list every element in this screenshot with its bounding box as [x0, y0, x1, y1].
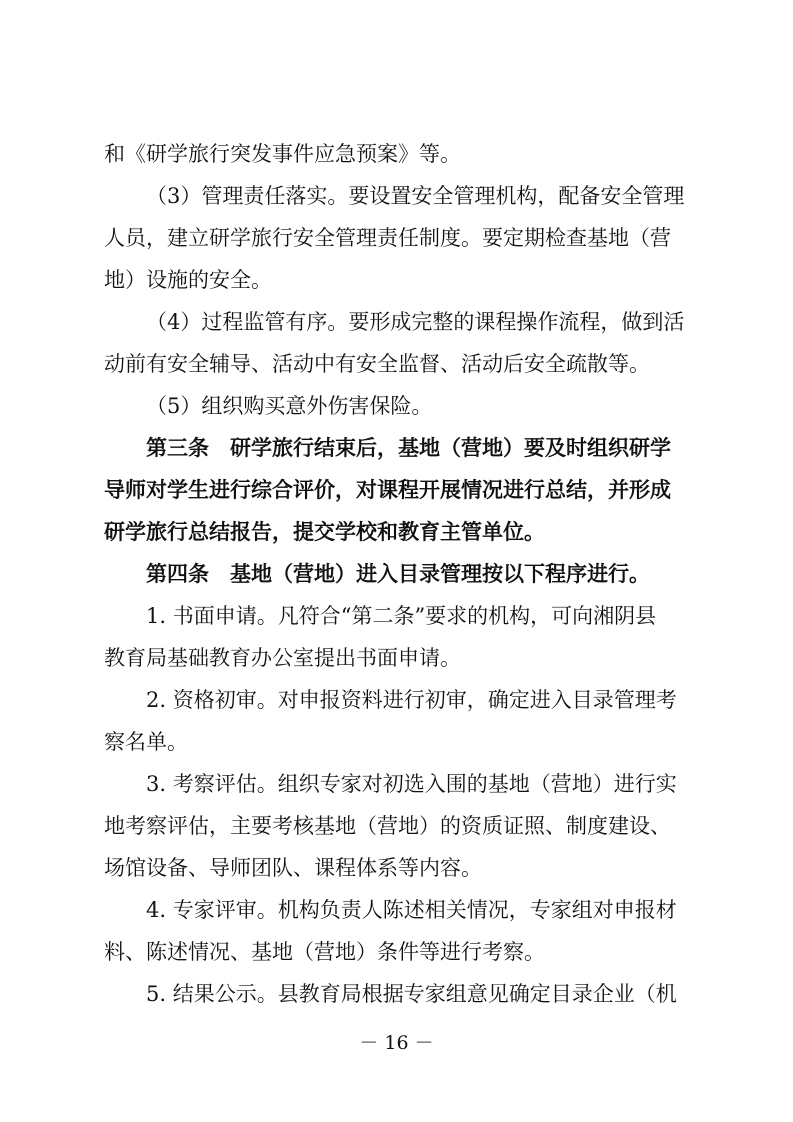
body-text-line: 动前有安全辅导、活动中有安全监督、活动后安全疏散等。 — [104, 352, 650, 376]
body-text-line: 教育局基础教育办公室提出书面申请。 — [104, 646, 461, 670]
page-number: － 16 － — [359, 1032, 434, 1054]
body-text-line: （4）过程监管有序。要形成完整的课程操作流程，做到活 — [146, 310, 685, 334]
body-text-line: 地）设施的安全。 — [104, 268, 272, 292]
article-three-text-line: 研学旅行总结报告，提交学校和教育主管单位。 — [104, 520, 545, 544]
body-text-line: 场馆设备、导师团队、课程体系等内容。 — [104, 856, 482, 880]
body-text-line: 5. 结果公示。县教育局根据专家组意见确定目录企业（机 — [146, 982, 677, 1006]
article-three-text-line: 导师对学生进行综合评价，对课程开展情况进行总结，并形成 — [104, 478, 671, 502]
body-text-line: 察名单。 — [104, 730, 188, 754]
body-text-line: 和《研学旅行突发事件应急预案》等。 — [104, 142, 461, 166]
body-text-line: 3. 考察评估。组织专家对初选入围的基地（营地）进行实 — [146, 772, 677, 796]
body-text-line: （5）组织购买意外伤害保险。 — [146, 394, 433, 418]
body-text-line: 4. 专家评审。机构负责人陈述相关情况，专家组对申报材 — [146, 898, 677, 922]
article-three-heading-line: 第三条 研学旅行结束后，基地（营地）要及时组织研学 — [146, 436, 671, 460]
body-text-line: 1. 书面申请。凡符合“第二条”要求的机构，可向湘阴县 — [146, 604, 657, 628]
body-text-line: 料、陈述情况、基地（营地）条件等进行考察。 — [104, 940, 545, 964]
body-text-line: 地考察评估，主要考核基地（营地）的资质证照、制度建设、 — [104, 814, 671, 838]
article-four-heading-line: 第四条 基地（营地）进入目录管理按以下程序进行。 — [146, 562, 650, 586]
body-text-line: 人员，建立研学旅行安全管理责任制度。要定期检查基地（营 — [104, 226, 671, 250]
body-text-line: 2. 资格初审。对申报资料进行初审，确定进入目录管理考 — [146, 688, 677, 712]
body-text-line: （3）管理责任落实。要设置安全管理机构，配备安全管理 — [146, 184, 685, 208]
